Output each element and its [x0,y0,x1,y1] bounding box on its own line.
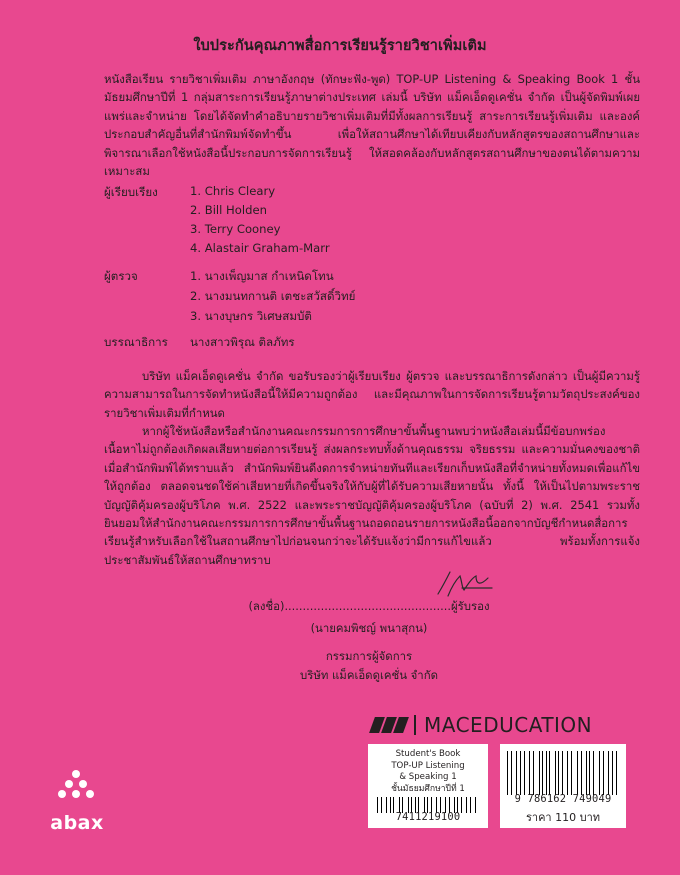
intro-paragraph: หนังสือเรียน รายวิชาเพิ่มเติม ภาษาอังกฤษ (ทักษะฟัง-พูด) TOP-UP Listening & Speaking Book 1 ชั้นมัธยมศึกษาปีที่ 1 กลุ่มสาระการเรียนรู้ภาษาต่างประเทศ เล่มนี้ บริษัท แม็คเอ็ดดูเคชั่น จำกัด เป็นผู้จัดพิมพ์เผยแพร่และจำหน่าย โดยได้จัดทำคำอธิบายรายวิชาเพิ่มเติมที่มีทั้งผลการเรียนรู้ สาระการเรียนรู้เพิ่มเติม และองค์ประกอบสำคัญอื่นที่สำนักพิมพ์จัดทำขึ้น เพื่อให้สถานศึกษาได้เทียบเคียงกับหลักสูตรของสถานศึกษาและพิจารณาเลือกใช้หนังสือนี้ประกอบการจัดการเรียนรู้ ให้สอดคล้องกับหลักสูตรสถานศึกษาของตนได้ตามความเหมาะสม [104,72,640,179]
isbn-box [500,744,626,828]
barcode-bar [593,751,594,795]
page-title: ใบประกันคุณภาพสื่อการเรียนรู้รายวิชาเพิ่มเติม [193,38,487,54]
isbn-barcode [507,751,619,795]
mac-logo-mark [372,717,406,733]
barcode-bar [562,751,563,795]
publisher-wordmark: MACEDUCATION [424,713,593,737]
barcode-bar [616,751,617,795]
barcode-bar [520,751,521,795]
barcode-bar [546,751,547,795]
author-name: 4. Alastair Graham-Marr [190,241,330,255]
book-barcode-number: 7411219100 [395,811,461,823]
book-info-text [369,745,487,795]
reviewer-name: 3. นางบุษกร วิเศษสมบัติ [190,309,312,323]
barcode-bar [555,751,556,795]
barcode-bar [508,751,509,795]
author-name: 3. Terry Cooney [190,222,281,236]
book-info-box [368,744,488,828]
editor-role-label: บรรณาธิการ [104,335,168,349]
barcode-bar [512,751,513,795]
author-name: 2. Bill Holden [190,203,267,217]
barcode-bar [575,751,576,795]
barcode-bar [570,751,571,795]
book-info-line: ชั้นมัธยมศึกษาปีที่ 1 [391,783,465,794]
certification-paragraph: บริษัท แม็คเอ็ดดูเคชั่น จำกัด ขอรับรองว่าผู้เรียบเรียง ผู้ตรวจ และบรรณาธิการดังกล่าว เป็นผู้มีความรู้ความสามารถในการจัดทำหนังสือนี้ให้มีความถูกต้อง และมีคุณภาพในการจัดการเรียนรู้ตามวัตถุประสงค์ของรายวิชาเพิ่มเติมที่กำหนด [104,369,640,420]
authors-role-label: ผู้เรียบเรียง [104,185,158,199]
barcode-bar [582,751,583,795]
book-info-line: TOP-UP Listening [391,760,465,771]
abax-wordmark: abax [50,812,104,834]
barcode-bar [549,751,550,795]
book-info-line: Student's Book [395,749,461,759]
barcode-bar [561,751,562,795]
author-name: 1. Chris Cleary [190,184,276,198]
barcode-bar [603,751,604,795]
signatory-company: บริษัท แม็คเอ็ดดูเคชั่น จำกัด [299,668,438,682]
barcode-bar [578,751,579,795]
reviewers-role-label: ผู้ตรวจ [104,269,138,283]
barcode-bar [597,751,598,795]
barcode-bar [540,751,541,795]
reviewer-name: 2. นางมนทกานติ เตชะสวัสดิ์วิทย์ [190,289,356,303]
reviewer-name: 1. นางเพ็ญมาส กำเหนิดโทน [190,269,334,283]
isbn-barcode-number: 9 786162 749049 [514,793,612,805]
signature-line: (ลงชื่อ)..............................................ผู้รับรอง [248,599,490,613]
logo-divider [414,715,416,735]
guarantee-paragraph: หากผู้ใช้หนังสือหรือสำนักงานคณะกรรมการการศึกษาขั้นพื้นฐานพบว่าหนังสือเล่มนี้มีข้อบกพร่อง เนื้อหาไม่ถูกต้องเกิดผลเสียหายต่อการเรียนรู้ ส่งผลกระทบทั้งด้านคุณธรรม จริยธรรม และความมั่นคงของชาติ เมื่อสำนักพิมพ์ได้ทราบแล้ว สำนักพิมพ์ยินดีงดการจำหน่ายทันทีและเรียกเก็บหนังสือที่จำหน่ายทั้งหมดเพื่อแก้ไขให้ถูกต้อง ตลอดจนชดใช้ค่าเสียหายที่เกิดขึ้นจริงให้กับผู้ที่ได้รับความเสียหายนั้น ทั้งนี้ ให้เป็นไปตามพระราชบัญญัติคุ้มครองผู้บริโภค พ.ศ. 2522 และพระราชบัญญัติคุ้มครองผู้บริโภค (ฉบับที่ 2) พ.ศ. 2541 รวมทั้งยินยอมให้สำนักงานคณะกรรมการการศึกษาขั้นพื้นฐานถอดถอนรายการหนังสือนี้ออกจากบัญชีกำหนดสื่อการเรียนรู้สำหรับเลือกใช้ในสถานศึกษาไปก่อนจนกว่าจะได้รับแจ้งว่ามีการแก้ไขแล้ว พร้อมทั้งการแจ้งประชาสัมพันธ์ให้สถานศึกษาทราบ [104,424,640,567]
book-info-line: & Speaking 1 [399,772,457,783]
signatory-position: กรรมการผู้จัดการ [325,649,413,663]
barcode-bar [533,751,534,795]
editor-name: นางสาวพิรุณ ติลภัทร [190,335,295,349]
barcode-bar [609,751,610,795]
barcode-bar [604,751,605,795]
maceducation-logo [372,714,592,736]
barcode-bar [535,751,536,795]
barcode-bar [524,751,525,795]
signature-mark [432,568,502,602]
barcode-bar [528,751,529,795]
abax-logo-icon [56,768,96,808]
price-label: ราคา 110 บาท [525,811,601,824]
signatory-name: (นายคมพิชญ์ พนาสุกน) [310,621,428,635]
barcode-bar [589,751,590,795]
